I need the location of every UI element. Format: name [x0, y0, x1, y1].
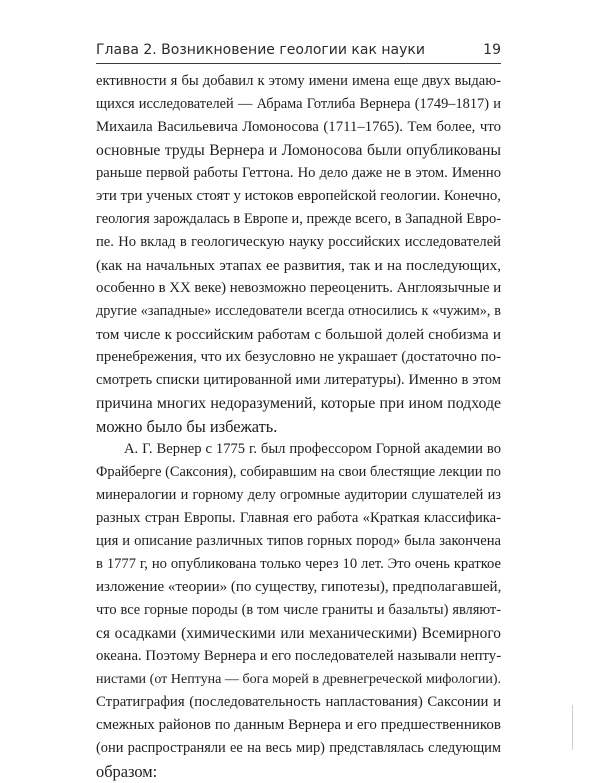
- text-line: можно было бы избежать.: [96, 417, 278, 436]
- text-line: смотреть списки цитированной ими литературы). Именно в этом: [96, 372, 501, 388]
- chapter-title: Глава 2. Возникновение геологии как науки: [96, 42, 425, 58]
- text-line: А. Г. Вернер с 1775 г. был профессором Горной академии во: [124, 441, 501, 457]
- text-line: что все горные породы (в том числе граниты и базальты) являют-: [96, 602, 501, 618]
- paragraph-1: [96, 70, 501, 438]
- page-number: 19: [483, 42, 501, 58]
- text-line: (как на начальных этапах ее развития, так и на последующих,: [96, 257, 501, 274]
- text-line: Стратиграфия (последовательность напластования) Саксонии и: [96, 694, 501, 710]
- body-text: [96, 70, 501, 783]
- text-line: пренебрежения, что их безусловно не украшает (достаточно по-: [96, 349, 501, 365]
- text-line: минералогии и горному делу огромные аудитории слушателей из: [96, 487, 501, 503]
- text-line: Михаила Васильевича Ломоносова (1711–1765). Тем более, что: [96, 119, 501, 135]
- paragraph-2: [96, 438, 501, 783]
- text-line: основные труды Вернера и Ломоносова были опубликованы: [96, 142, 501, 159]
- text-line: Фрайберге (Саксония), собиравшим на свои блестящие лекции по: [96, 464, 501, 480]
- text-line: раньше первой работы Геттона. Но дело даже не в этом. Именно: [96, 165, 501, 181]
- text-line: особенно в XX веке) невозможно переоценить. Англоязычные и: [96, 280, 502, 296]
- text-line: изложение «теории» (по существу, гипотезы), предполагавшей,: [96, 579, 502, 595]
- text-line: ция и описание различных типов горных пород» была закончена: [96, 533, 501, 549]
- text-line: океана. Поэтому Вернера и его последователей называли непту-: [96, 648, 502, 664]
- text-line: (они распространяли ее на весь мир) представлялась следующим: [96, 740, 501, 756]
- text-line: образом:: [96, 762, 158, 781]
- text-line: смежных районов по данным Вернера и его предшественников: [96, 717, 501, 733]
- text-line: нистами (от Нептуна — бога морей в древнегреческой мифологии).: [96, 672, 501, 687]
- text-line: ективности я бы добавил к этому имени имена еще двух выдаю-: [96, 73, 501, 89]
- text-line: ся осадками (химическими или механическими) Всемирного: [96, 625, 501, 642]
- text-line: щихся исследователей — Абрама Готлиба Вернера (1749–1817) и: [96, 96, 501, 112]
- text-line: другие «западные» исследователи всегда относились к «чужим», в: [96, 303, 501, 319]
- text-line: причина многих недоразумений, которые при ином подходе: [96, 395, 501, 412]
- text-line: геология зарождалась в Европе и, прежде всего, в Западной Евро-: [96, 211, 501, 227]
- text-line: в 1777 г, но опубликована только через 10 лет. Это очень краткое: [96, 556, 501, 572]
- page-edge-shadow: [572, 705, 573, 750]
- header-rule: [96, 63, 501, 64]
- text-line: пе. Но вклад в геологическую науку российских исследователей: [96, 234, 501, 250]
- running-head: [96, 42, 501, 64]
- text-line: том числе к российским работам с большой долей снобизма и: [96, 326, 501, 343]
- text-line: разных стран Европы. Главная его работа «Краткая классифика-: [96, 510, 501, 526]
- text-line: эти три ученых стоят у истоков европейской геологии. Конечно,: [96, 188, 501, 204]
